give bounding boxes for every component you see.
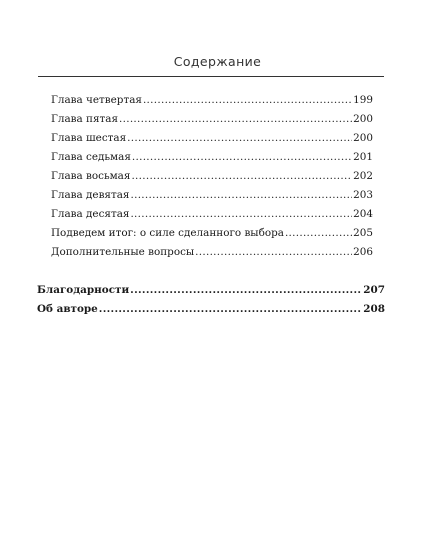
- toc-entry-page: 201: [353, 151, 373, 163]
- dot-leader: [130, 207, 352, 221]
- toc-entry-title: Об авторе: [37, 303, 98, 315]
- toc-entry-title: Глава четвертая: [51, 94, 142, 106]
- dot-leader: [132, 150, 352, 164]
- toc-entry-title: Дополнительные вопросы: [51, 246, 195, 258]
- toc-entry-about-author[interactable]: [37, 302, 385, 316]
- dot-leader: [130, 188, 352, 202]
- toc-entry-page: 208: [363, 303, 385, 315]
- dot-leader: [131, 169, 352, 183]
- toc-entry-title: Глава десятая: [51, 208, 130, 220]
- running-head-title: Содержание: [173, 54, 262, 69]
- toc-entry[interactable]: [51, 207, 373, 221]
- toc-entry-acknowledgments[interactable]: [37, 283, 385, 297]
- toc-entry-page: 206: [353, 246, 373, 258]
- dot-leader: [143, 93, 352, 107]
- toc-entry-title: Благодарности: [37, 284, 130, 296]
- toc-entry-page: 205: [353, 227, 373, 239]
- toc-entry-title: Глава девятая: [51, 189, 130, 201]
- toc-entry-page: 199: [353, 94, 373, 106]
- toc-entry[interactable]: [51, 131, 373, 145]
- toc-entry[interactable]: [51, 150, 373, 164]
- toc-entry[interactable]: [51, 93, 373, 107]
- dot-leader: [119, 112, 352, 126]
- toc-entry[interactable]: [51, 112, 373, 126]
- toc-entry-title: Глава седьмая: [51, 151, 131, 163]
- dot-leader: [99, 302, 363, 316]
- dot-leader: [285, 226, 352, 240]
- toc-entry-title: Глава пятая: [51, 113, 119, 125]
- toc-entry-title: Глава шестая: [51, 132, 127, 144]
- toc-entry-title: Подведем итог: о силе сделанного выбора: [51, 227, 284, 239]
- toc-entry-page: 200: [353, 132, 373, 144]
- dot-leader: [130, 283, 362, 297]
- toc-entry-page: 200: [353, 113, 373, 125]
- toc-entry-page: 207: [363, 284, 385, 296]
- toc-entry[interactable]: [51, 226, 373, 240]
- dot-leader: [127, 131, 352, 145]
- toc-entry[interactable]: [51, 245, 373, 259]
- toc-entry-page: 202: [353, 170, 373, 182]
- toc-entry[interactable]: [51, 169, 373, 183]
- toc-entry[interactable]: [51, 188, 373, 202]
- toc-entry-page: 204: [353, 208, 373, 220]
- toc-entry-title: Глава восьмая: [51, 170, 131, 182]
- toc-entry-page: 203: [353, 189, 373, 201]
- dot-leader: [195, 245, 352, 259]
